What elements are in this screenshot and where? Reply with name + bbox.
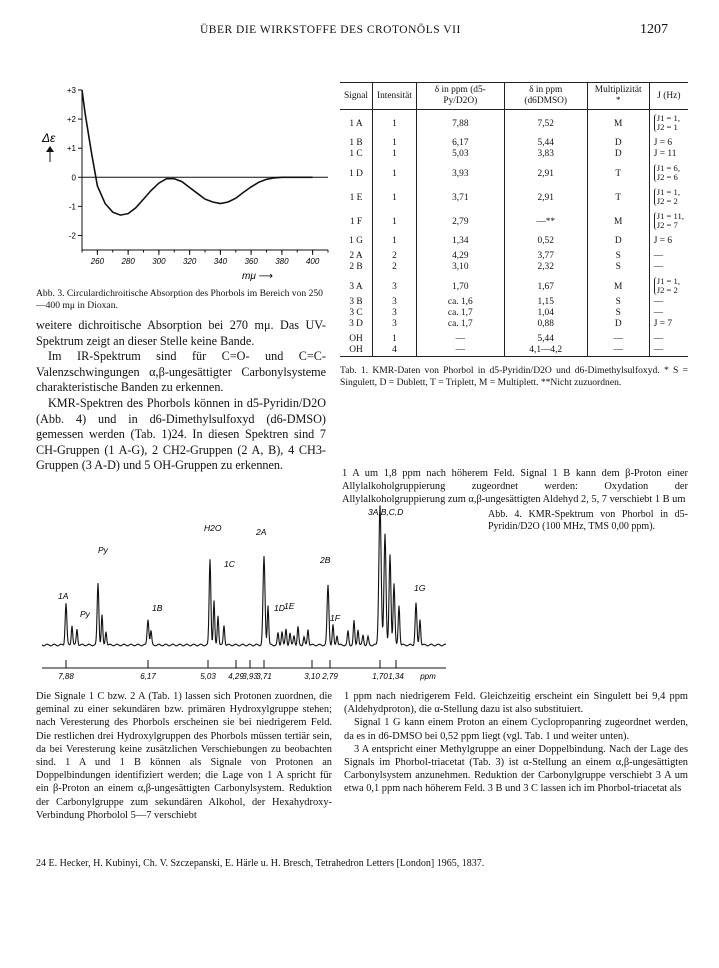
cell-intensity: 1 [372, 188, 416, 208]
j-brace: J1 = 6, J2 = 6 [654, 164, 680, 182]
nmr-axis-label: 5,03 [200, 672, 216, 681]
cell-signal: 3 D [340, 319, 372, 330]
bottom-right-text: 1 ppm nach niedrigerem Feld. Gleichzeitig erscheint ein Singulett bei 9,4 ppm (Aldehydproton), die α-Stellung dazu ist also substituiert. Signal 1 G kann einem Proton an einem Cyclopropanring zugeordnet werden, da es in d6-DMSO bei 0,52 ppm liegt (vgl. Tab. 1 und weiter unten). 3 A entspricht einer Methylgruppe an einer Doppelbindung. Nach der Lage des Signals im Phorbol-triacetat (Tab. 3) ist α-Stellung an einem α,β-ungesättigten Carbonylsystem anzunehmen. Reduktion der Carbonylgruppe verschiebt 3 A um etwa 0,1 ppm nach höherem Feld. 3 B und 3 C lassen ich im Phorbol-triacetat als [344, 691, 688, 795]
nmr-axis-label: 1,70 [372, 672, 388, 681]
cell-multiplicity: M [587, 277, 649, 297]
cd-curve [82, 90, 313, 215]
cell-multiplicity: D [587, 236, 649, 247]
cell-multiplicity: D [587, 138, 649, 149]
cell-signal: 1 G [340, 236, 372, 247]
cell-ppm-py: ca. 1,7 [416, 319, 504, 330]
cell-multiplicity: T [587, 164, 649, 184]
nmr-axis-label: 4,29 [228, 672, 244, 681]
nmr-axis-label: 3,71 [256, 672, 272, 681]
cell-intensity: 3 [372, 297, 416, 308]
cd-caption: Abb. 3. Circulardichroitische Absorption des Phorbols im Bereich von 250—400 mμ in Dioxan. [36, 288, 323, 311]
cell-ppm-py: ca. 1,7 [416, 308, 504, 319]
cell-intensity: 4 [372, 345, 416, 357]
table-row [340, 149, 688, 160]
table-row [340, 138, 688, 149]
cell-intensity: 1 [372, 164, 416, 184]
paragraph: weitere dichroitische Absorption bei 270 mμ. Das UV-Spektrum zeigt an dieser Stelle keine Bande. [36, 318, 326, 348]
th-ppm-dmso: δ in ppm (d6DMSO) [504, 83, 587, 110]
cd-y-tick-label: -2 [68, 231, 76, 241]
cell-ppm-py: 2,79 [416, 212, 504, 232]
cd-chart-axes [82, 90, 328, 250]
cell-ppm-dmso: 0,52 [504, 236, 587, 247]
left-column-text [36, 318, 326, 474]
table-row [340, 114, 688, 134]
j-brace: J1 = 1, J2 = 2 [654, 188, 680, 206]
cell-signal: 3 A [340, 277, 372, 297]
nmr-peak-label: 1E [284, 601, 295, 611]
cell-intensity: 3 [372, 308, 416, 319]
cell-multiplicity: D [587, 149, 649, 160]
cd-y-label: Δε [42, 131, 56, 145]
cell-ppm-dmso: 1,67 [504, 277, 587, 297]
cell-ppm-py: 6,17 [416, 138, 504, 149]
cell-ppm-py: 5,03 [416, 149, 504, 160]
cell-ppm-py: 3,71 [416, 188, 504, 208]
cd-y-tick-label: -1 [68, 202, 76, 212]
cell-signal: 2 B [340, 262, 372, 273]
cd-x-tick-label: 380 [275, 257, 289, 266]
nmr-axis-label: 3,93 [242, 672, 258, 681]
nmr-axis-label: 2,79 [322, 672, 338, 681]
bottom-left-text: Die Signale 1 C bzw. 2 A (Tab. 1) lassen sich Protonen zuordnen, die geminal zu einer sekundären bzw. primären Hydroxylgruppe stehen; nach Veresterung des Phorbols erscheinen sie bei niedrigerem Feld. Die restlichen drei Hydroxylgruppen des Phorbols müssen tertiär sein, da bei Veresterung keine zusätzlichen Verschiebungen zu beobachten sind. 1 A und 1 B können als Signale von Protonen an Doppelbindungen identifiziert werden; die Lage von 1 A spricht für ein β-Proton an einem α,β-ungesättigten Carbonylsystem. Reduktion der Carbonylgruppe zum sekundären Alkohol, der Hexahydroxy-Verbindung Phorbolol 5—7 verschiebt [36, 691, 332, 821]
cell-multiplicity: M [587, 212, 649, 232]
cd-x-tick-label: 360 [244, 257, 258, 266]
nmr-peak-label: Py [80, 609, 90, 619]
cell-intensity: 1 [372, 149, 416, 160]
nmr-caption: Abb. 4. KMR-Spektrum von Phorbol in d5-Pyridin/D2O (100 MHz, TMS 0,00 ppm). [488, 509, 688, 532]
paragraph: Im IR-Spektrum sind für C=O- und C=C-Valenzschwingungen α,β-ungesättigter Carbonylsysteme charakteristische Banden zu erkennen. [36, 349, 326, 395]
nmr-peak-label: Py [98, 545, 108, 555]
cell-j: — [653, 345, 664, 355]
cell-multiplicity: M [587, 114, 649, 134]
cd-x-tick-label: 400 [305, 257, 320, 266]
cell-j [649, 188, 688, 208]
cell-j: — [653, 334, 664, 344]
cell-intensity: 3 [372, 319, 416, 330]
cell-intensity: 2 [372, 251, 416, 262]
j-brace: J1 = 11, J2 = 7 [654, 212, 684, 230]
cell-signal: 1 C [340, 149, 372, 160]
cell-ppm-dmso: 0,88 [504, 319, 587, 330]
cell-ppm-py: 3,93 [416, 164, 504, 184]
cell-j: — [653, 308, 664, 318]
th-j: J (Hz) [649, 83, 688, 110]
nmr-peak-label: 1A [58, 591, 69, 601]
kmr-table-body [340, 110, 688, 357]
cell-j [649, 164, 688, 184]
table-row [340, 308, 688, 319]
nmr-peak-label: 1B [152, 603, 163, 613]
cd-y-tick-label: +2 [66, 115, 76, 125]
nmr-peak-label: 2B [320, 555, 331, 565]
cell-signal: 1 B [340, 138, 372, 149]
running-header: ÜBER DIE WIRKSTOFFE DES CROTONÖLS VII [200, 24, 461, 36]
cell-ppm-dmso: 1,04 [504, 308, 587, 319]
cell-intensity: 1 [372, 212, 416, 232]
table-row [340, 251, 688, 262]
cd-x-label: mμ ⟶ [242, 271, 273, 282]
nmr-peak-label: 1D [274, 603, 285, 613]
cd-x-tick-label: 300 [152, 257, 166, 266]
cell-intensity: 1 [372, 236, 416, 247]
cell-ppm-py: 3,10 [416, 262, 504, 273]
cell-j: J = 6 [653, 138, 673, 148]
cell-ppm-dmso: 1,15 [504, 297, 587, 308]
right-mid-text: 1 A um 1,8 ppm nach höherem Feld. Signal 1 B kann dem β-Proton einer Allylalkoholgruppierung zugeordnet werden: Oxydation der Allylalkoholgruppierung zum α,β-ungesättigten Aldehyd 2, 5, 7 verschiebt 1 B um [342, 468, 688, 506]
table-row [340, 345, 688, 357]
cell-ppm-dmso: 5,44 [504, 138, 587, 149]
cd-x-tick-label: 340 [213, 257, 228, 266]
nmr-axis-label: 3,10 [304, 672, 320, 681]
cell-j: J = 11 [653, 149, 677, 159]
th-ppm-py: δ in ppm (d5-Py/D2O) [416, 83, 504, 110]
cd-y-arrowhead [46, 146, 54, 152]
cell-ppm-dmso: 3,83 [504, 149, 587, 160]
cell-ppm-dmso: 3,77 [504, 251, 587, 262]
cell-ppm-dmso: 2,91 [504, 188, 587, 208]
table-row [340, 334, 688, 345]
cell-ppm-py: 1,70 [416, 277, 504, 297]
footnote: 24 E. Hecker, H. Kubinyi, Ch. V. Szczepanski, E. Härle u. H. Bresch, Tetrahedron Letters [London] 1965, 1837. [36, 858, 485, 869]
cell-signal: 1 A [340, 114, 372, 134]
cell-intensity: 2 [372, 262, 416, 273]
kmr-table-wrap [340, 82, 688, 388]
cell-ppm-dmso: 2,32 [504, 262, 587, 273]
cell-ppm-py: 4,29 [416, 251, 504, 262]
th-signal: Signal [340, 83, 372, 110]
nmr-axis-labels [58, 660, 436, 681]
cell-signal: 1 E [340, 188, 372, 208]
table-row [340, 297, 688, 308]
j-brace: J1 = 1, J2 = 1 [654, 114, 680, 132]
page-number: 1207 [640, 22, 668, 37]
table-row [340, 236, 688, 247]
cell-multiplicity: S [587, 251, 649, 262]
cell-ppm-dmso: 7,52 [504, 114, 587, 134]
cell-multiplicity: S [587, 262, 649, 273]
cell-ppm-py: 1,34 [416, 236, 504, 247]
cell-ppm-py: — [416, 345, 504, 357]
cell-intensity: 1 [372, 114, 416, 134]
cell-multiplicity: S [587, 308, 649, 319]
cell-multiplicity: — [587, 345, 649, 357]
cell-ppm-py: 7,88 [416, 114, 504, 134]
cell-multiplicity: D [587, 319, 649, 330]
table-caption: Tab. 1. KMR-Daten von Phorbol in d5-Pyridin/D2O und d6-Dimethylsulfoxyd. * S = Singulett, D = Dublett, T = Triplett, M = Multiplett. **Nicht zuzuordnen. [340, 365, 688, 388]
nmr-peak-label: H2O [204, 523, 222, 533]
cd-y-tick-label: +3 [66, 86, 76, 95]
cell-signal: 3 C [340, 308, 372, 319]
cd-x-ticks [82, 250, 328, 266]
cd-x-tick-label: 280 [121, 257, 135, 266]
table-row [340, 188, 688, 208]
nmr-axis-label: 7,88 [58, 672, 74, 681]
cell-j: — [653, 251, 664, 261]
cell-ppm-py: ca. 1,6 [416, 297, 504, 308]
nmr-spectrum [28, 505, 468, 683]
cd-chart [28, 82, 338, 282]
nmr-peak-labels [58, 507, 426, 623]
nmr-axis-label: ppm [420, 672, 436, 681]
table-row [340, 164, 688, 184]
j-brace: J1 = 1, J2 = 2 [654, 277, 680, 295]
th-multiplicity: Multiplizität * [587, 83, 649, 110]
cd-y-tick-label: +1 [66, 144, 76, 154]
cell-signal: OH [340, 345, 372, 357]
kmr-table [340, 82, 688, 357]
cell-multiplicity: S [587, 297, 649, 308]
cell-intensity: 1 [372, 334, 416, 345]
cell-j [649, 277, 688, 297]
table-row [340, 262, 688, 273]
cell-j: J = 6 [653, 236, 673, 246]
cell-intensity: 1 [372, 138, 416, 149]
cell-j: — [653, 262, 664, 272]
cell-signal: 3 B [340, 297, 372, 308]
cell-ppm-py: — [416, 334, 504, 345]
table-row [340, 212, 688, 232]
cd-x-tick-label: 320 [182, 257, 197, 266]
paragraph: KMR-Spektren des Phorbols können in d5-Pyridin/D2O (Abb. 4) und in d6-Dimethylsulfoxyd (d6-DMSO) gemessen werden (Tab. 1)24. In diesen Spektren sind 7 CH-Gruppen (1 A-G), 2 CH2-Gruppen (2 A, B), 4 CH3-Gruppen (3 A-D) und 5 OH-Gruppen zu erkennen. [36, 395, 326, 473]
nmr-peak-label: 1C [224, 559, 235, 569]
table-row [340, 319, 688, 330]
cell-signal: OH [340, 334, 372, 345]
cell-intensity: 3 [372, 277, 416, 297]
cell-multiplicity: T [587, 188, 649, 208]
cell-signal: 2 A [340, 251, 372, 262]
table-row [340, 277, 688, 297]
cd-y-ticks [67, 86, 82, 240]
cell-j [649, 114, 688, 134]
cell-ppm-dmso: 4,1—4,2 [504, 345, 587, 357]
cell-signal: 1 D [340, 164, 372, 184]
cell-ppm-dmso: —** [504, 212, 587, 232]
nmr-peak-label: 3A,B,C,D [368, 507, 404, 517]
cell-ppm-dmso: 2,91 [504, 164, 587, 184]
cd-y-tick-label: 0 [71, 173, 76, 183]
nmr-peak-label: 2A [256, 527, 267, 537]
cell-j: J = 7 [653, 319, 673, 329]
cd-x-tick-label: 260 [90, 257, 105, 266]
cell-signal: 1 F [340, 212, 372, 232]
cell-ppm-dmso: 5,44 [504, 334, 587, 345]
nmr-axis-label: 6,17 [140, 672, 156, 681]
nmr-peak-label: 1F [330, 613, 340, 623]
cell-multiplicity: — [587, 334, 649, 345]
nmr-peak-label: 1G [414, 583, 426, 593]
nmr-axis-label: 1,34 [388, 672, 404, 681]
cell-j [649, 212, 688, 232]
th-intensity: Intensität [372, 83, 416, 110]
cell-j: — [653, 297, 664, 307]
nmr-trace [42, 505, 446, 645]
